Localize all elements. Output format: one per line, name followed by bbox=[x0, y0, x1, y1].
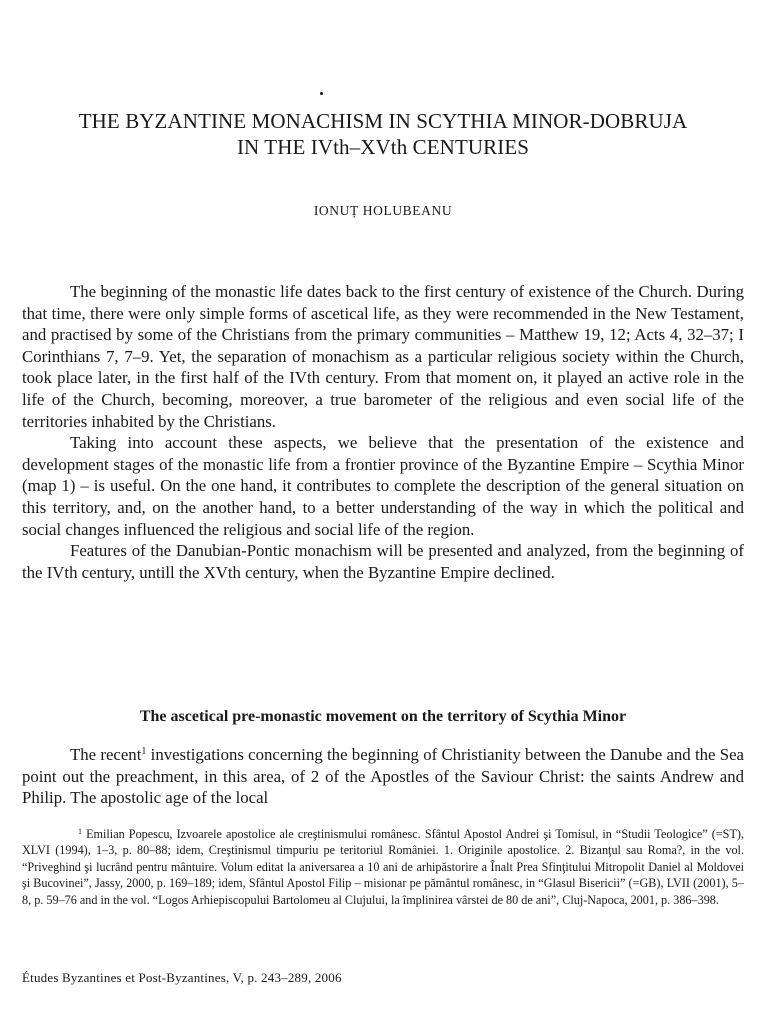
paper-page bbox=[22, 0, 744, 1024]
footnote-ref[interactable]: 1 bbox=[141, 746, 147, 757]
section-heading: The ascetical pre-monastic movement on the territory of Scythia Minor bbox=[139, 708, 627, 725]
footnote-text: Emilian Popescu, Izvoarele apostolice ale creştinismului românesc. Sfântul Apostol Andrei şi Tomisul, in “Studii Teologice” (=ST), XLVI (1994), 1–3, p. 80–88; idem, Creştinismul timpuriu pe teritoriul României. 1. Originile apostolice. 2. Bizanţul sau Roma?, in the vol. “Priveghind şi lucrând pentru mântuire. Volum editat la aniversarea a 10 ani de arhipăstorire a Înalt Prea Sfinţitului Mitropolit Daniel al Moldovei şi Bucovinei”, Jassy, 2000, p. 169–189; idem, Sfântul Apostol Filip – misionar pe pământul românesc, in “Glasul Bisericii” (=GB), LVII (2001), 5–8, p. 59–76 and in the vol. “Logos Arhiepiscopului Bartolomeu al Clujului, la împlinirea vârstei de 80 de ani”, Cluj-Napoca, 2001, p. 386–398. bbox=[22, 827, 744, 907]
footnote bbox=[22, 826, 744, 908]
title-line-1: THE BYZANTINE MONACHISM IN SCYTHIA MINOR-DOBRUJA bbox=[78, 109, 688, 133]
paragraph-4 bbox=[22, 744, 744, 809]
paragraph-1: The beginning of the monastic life dates back to the first century of existence of the Church. During that time, there were only simple forms of ascetical life, as they were recommended in the New Testament, and practised by some of the Christians from the primary communities – Matthew 19, 12; Acts 4, 32–37; I Corinthians 7, 7–9. Yet, the separation of monachism as a particular religious society within the Church, took place later, in the first half of the IVth century. From that moment on, it played an active role in the life of the Church, becoming, moreover, a true barometer of the religious and even social life of the territories inhabited by the Christians. bbox=[22, 282, 744, 431]
footnote-number: 1 bbox=[78, 827, 82, 836]
print-mark bbox=[320, 92, 323, 95]
paragraph-3: Features of the Danubian-Pontic monachism will be presented and analyzed, from the beginning of the IVth century, untill the XVth century, when the Byzantine Empire declined. bbox=[22, 541, 744, 582]
journal-citation: Études Byzantines et Post-Byzantines, V, p. 243–289, 2006 bbox=[22, 970, 342, 985]
paper-title bbox=[22, 108, 744, 160]
title-line-2: IN THE IVth–XVth CENTURIES bbox=[236, 135, 530, 159]
section-text bbox=[22, 744, 744, 809]
paragraph-2: Taking into account these aspects, we believe that the presentation of the existence and development stages of the monastic life from a frontier province of the Byzantine Empire – Scythia Minor (map 1) – is useful. On the one hand, it contributes to complete the description of the general situation on this territory, and, on the another hand, to a better understanding of the way in which the political and social changes influenced the religious and social life of the region. bbox=[22, 433, 744, 539]
paragraph-4-rest: investigations concerning the beginning of Christianity between the Danube and the Sea point out the preachment, in this area, of 2 of the Apostles of the Saviour Christ: the saints Andrew and Philip. The apostolic age of the local bbox=[22, 745, 744, 808]
paragraph-4-start: The recent bbox=[70, 745, 142, 764]
intro-text bbox=[22, 281, 744, 583]
author-name: IONUȚ HOLUBEANU bbox=[313, 203, 453, 218]
